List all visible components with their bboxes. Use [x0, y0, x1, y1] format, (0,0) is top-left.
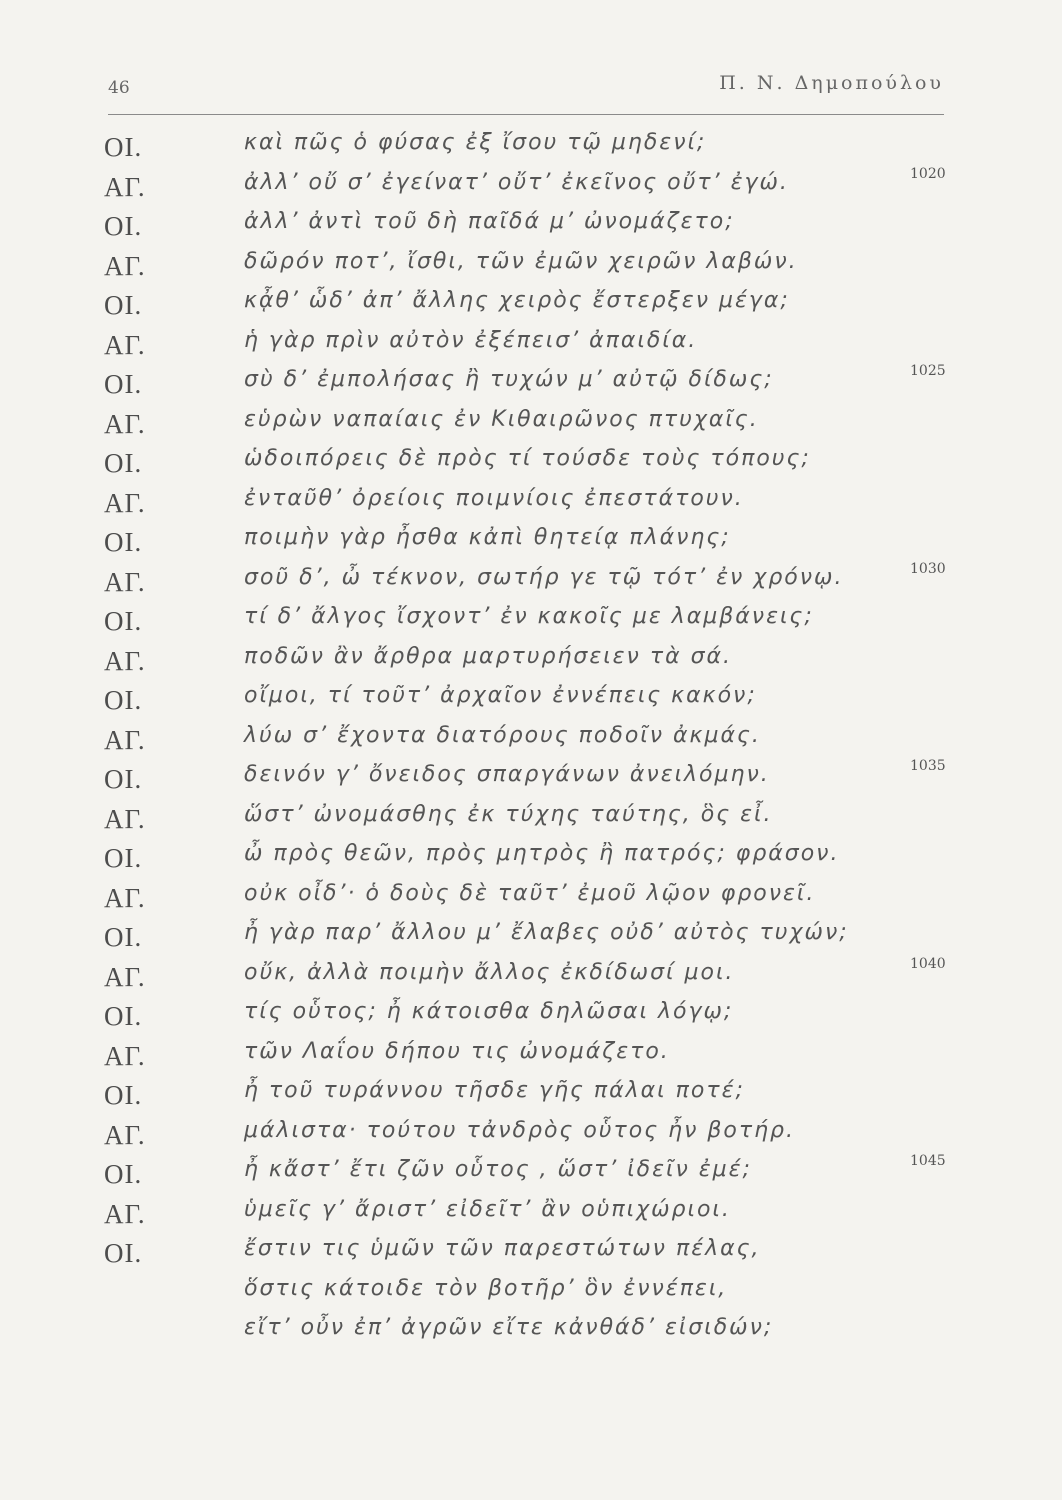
verse-line — [0, 1272, 1062, 1312]
verse-text: οὐκ οἶδ’· ὁ δοὺς δὲ ταῦτ’ ἐμοῦ λῷον φρονεῖ. — [244, 880, 816, 906]
running-title: Π. Ν. Δημοπούλου — [719, 72, 944, 94]
speaker-label: ΑΓ. — [104, 645, 146, 676]
verse-text: εἴτ’ οὖν ἐπ’ ἀγρῶν εἴτε κἀνθάδ’ εἰσιδών; — [244, 1315, 774, 1340]
speaker-label: ΑΓ. — [104, 1119, 146, 1150]
speaker-label: ΑΓ. — [104, 408, 146, 439]
verse-text: οὔκ, ἀλλὰ ποιμὴν ἄλλος ἐκδίδωσί μοι. — [244, 959, 735, 985]
verse-line — [0, 1311, 1062, 1351]
verse-line — [0, 324, 1062, 364]
verse-text: ἐνταῦθ’ ὀρείοις ποιμνίοις ἐπεστάτουν. — [244, 485, 744, 511]
verse-text: τί δ’ ἄλγος ἴσχοντ’ ἐν κακοῖς με λαμβάνεις; — [244, 604, 814, 629]
speaker-label: ΟΙ. — [104, 1080, 143, 1110]
verse-text: δῶρόν ποτ’, ἴσθι, τῶν ἐμῶν χειρῶν λαβών. — [244, 248, 798, 274]
verse-line — [0, 403, 1062, 443]
verse-line — [0, 245, 1062, 285]
verse-text: ἦ κἄστ’ ἔτι ζῶν οὗτος , ὥστ’ ἰδεῖν ἐμέ; — [244, 1157, 752, 1182]
speaker-label: ΟΙ. — [104, 1238, 143, 1268]
verse-line — [0, 1232, 1062, 1272]
verse-text: λύω σ’ ἔχοντα διατόρους ποδοῖν ἀκμάς. — [244, 722, 761, 748]
page-number: 46 — [108, 78, 130, 98]
page-header — [108, 60, 944, 100]
verse-text: ἀλλ’ ἀντὶ τοῦ δὴ παῖδά μ’ ὠνομάζετο; — [244, 209, 735, 234]
verse-line — [0, 521, 1062, 561]
verse-line — [0, 482, 1062, 522]
speaker-label: ΑΓ. — [104, 250, 146, 281]
verse-text: τῶν Λαΐου δήπου τις ὠνομάζετο. — [244, 1038, 670, 1064]
verse-line — [0, 837, 1062, 877]
verse-line — [0, 877, 1062, 917]
line-number: 1025 — [910, 363, 946, 379]
speaker-label: ΑΓ. — [104, 329, 146, 360]
verse-line — [0, 205, 1062, 245]
verse-text: ὦ πρὸς θεῶν, πρὸς μητρὸς ἢ πατρός; φράσον. — [244, 841, 840, 866]
speaker-label: ΟΙ. — [104, 922, 143, 952]
verse-line — [0, 1114, 1062, 1154]
speaker-label: ΟΙ. — [104, 685, 143, 715]
verse-text: κᾆθ’ ὧδ’ ἀπ’ ἄλλης χειρὸς ἔστερξεν μέγα; — [244, 288, 790, 313]
verse-lines — [0, 126, 1062, 1351]
verse-text: ὑμεῖς γ’ ἄριστ’ εἰδεῖτ’ ἂν οὑπιχώριοι. — [244, 1196, 731, 1222]
verse-line — [0, 719, 1062, 759]
speaker-label: ΟΙ. — [104, 290, 143, 320]
line-number: 1020 — [910, 165, 946, 182]
verse-text: ποδῶν ἂν ἄρθρα μαρτυρήσειεν τὰ σά. — [244, 643, 733, 669]
verse-text: ἀλλ’ οὔ σ’ ἐγείνατ’ οὔτ’ ἐκεῖνος οὔτ’ ἐγώ. — [244, 169, 789, 195]
verse-text: ποιμὴν γὰρ ἦσθα κἀπὶ θητείᾳ πλάνης; — [244, 525, 731, 550]
speaker-label: ΟΙ. — [104, 1001, 143, 1031]
verse-line — [0, 363, 1062, 403]
verse-text: σὺ δ’ ἐμπολήσας ἢ τυχών μ’ αὐτῷ δίδως; — [244, 367, 774, 392]
verse-line — [0, 600, 1062, 640]
verse-line — [0, 640, 1062, 680]
verse-text: ἡ γὰρ πρὶν αὐτὸν ἐξέπεισ’ ἀπαιδία. — [244, 327, 698, 353]
speaker-label: ΟΙ. — [104, 448, 143, 478]
verse-line — [0, 561, 1062, 601]
speaker-label: ΟΙ. — [104, 527, 143, 557]
line-number: 1030 — [910, 560, 946, 577]
verse-text: καὶ πῶς ὁ φύσας ἐξ ἴσου τῷ μηδενί; — [244, 130, 707, 155]
verse-text: ἔστιν τις ὑμῶν τῶν παρεστώτων πέλας, — [244, 1236, 761, 1261]
speaker-label: ΟΙ. — [104, 1159, 143, 1189]
verse-text: δεινόν γ’ ὄνειδος σπαργάνων ἀνειλόμην. — [244, 762, 770, 787]
verse-line — [0, 916, 1062, 956]
line-number: 1045 — [910, 1153, 946, 1169]
speaker-label: ΟΙ. — [104, 132, 143, 162]
verse-line — [0, 1193, 1062, 1233]
speaker-label: ΑΓ. — [104, 1198, 146, 1229]
verse-line — [0, 758, 1062, 798]
speaker-label: ΟΙ. — [104, 843, 143, 873]
speaker-label: ΑΓ. — [104, 961, 146, 992]
speaker-label: ΟΙ. — [104, 764, 143, 794]
speaker-label: ΑΓ. — [104, 803, 146, 834]
verse-text: ὥστ’ ὠνομάσθης ἐκ τύχης ταύτης, ὃς εἶ. — [244, 801, 773, 827]
verse-text: ἦ τοῦ τυράννου τῆσδε γῆς πάλαι ποτέ; — [244, 1078, 745, 1103]
speaker-label: ΟΙ. — [104, 606, 143, 636]
line-number: 1040 — [910, 955, 946, 972]
verse-line — [0, 995, 1062, 1035]
verse-text: μάλιστα· τούτου τἀνδρὸς οὗτος ἦν βοτήρ. — [244, 1117, 795, 1143]
verse-line — [0, 166, 1062, 206]
verse-line — [0, 284, 1062, 324]
speaker-label: ΑΓ. — [104, 882, 146, 913]
speaker-label: ΟΙ. — [104, 211, 143, 241]
verse-text: ἦ γὰρ παρ’ ἄλλου μ’ ἔλαβες οὐδ’ αὐτὸς τυχών; — [244, 920, 849, 945]
verse-text: σοῦ δ’, ὦ τέκνον, σωτήρ γε τῷ τότ’ ἐν χρόνῳ. — [244, 564, 844, 590]
verse-line — [0, 956, 1062, 996]
verse-text: ὡδοιπόρεις δὲ πρὸς τί τούσδε τοὺς τόπους; — [244, 446, 811, 471]
line-number: 1035 — [910, 758, 946, 774]
verse-line — [0, 1035, 1062, 1075]
speaker-label: ΑΓ. — [104, 487, 146, 518]
verse-line — [0, 442, 1062, 482]
speaker-label: ΟΙ. — [104, 369, 143, 399]
verse-line — [0, 1153, 1062, 1193]
verse-text: ὅστις κάτοιδε τὸν βοτῆρ’ ὃν ἐννέπει, — [244, 1275, 728, 1301]
speaker-label: ΑΓ. — [104, 1040, 146, 1071]
verse-line — [0, 798, 1062, 838]
speaker-label: ΑΓ. — [104, 724, 146, 755]
header-rule — [108, 114, 944, 115]
verse-line — [0, 126, 1062, 166]
speaker-label: ΑΓ. — [104, 171, 146, 202]
verse-line — [0, 679, 1062, 719]
verse-text: εὑρὼν ναπαίαις ἐν Κιθαιρῶνος πτυχαῖς. — [244, 406, 759, 432]
verse-text: οἴμοι, τί τοῦτ’ ἀρχαῖον ἐννέπεις κακόν; — [244, 683, 757, 708]
speaker-label: ΑΓ. — [104, 566, 146, 597]
verse-line — [0, 1074, 1062, 1114]
verse-text: τίς οὗτος; ἦ κάτοισθα δηλῶσαι λόγῳ; — [244, 999, 734, 1024]
